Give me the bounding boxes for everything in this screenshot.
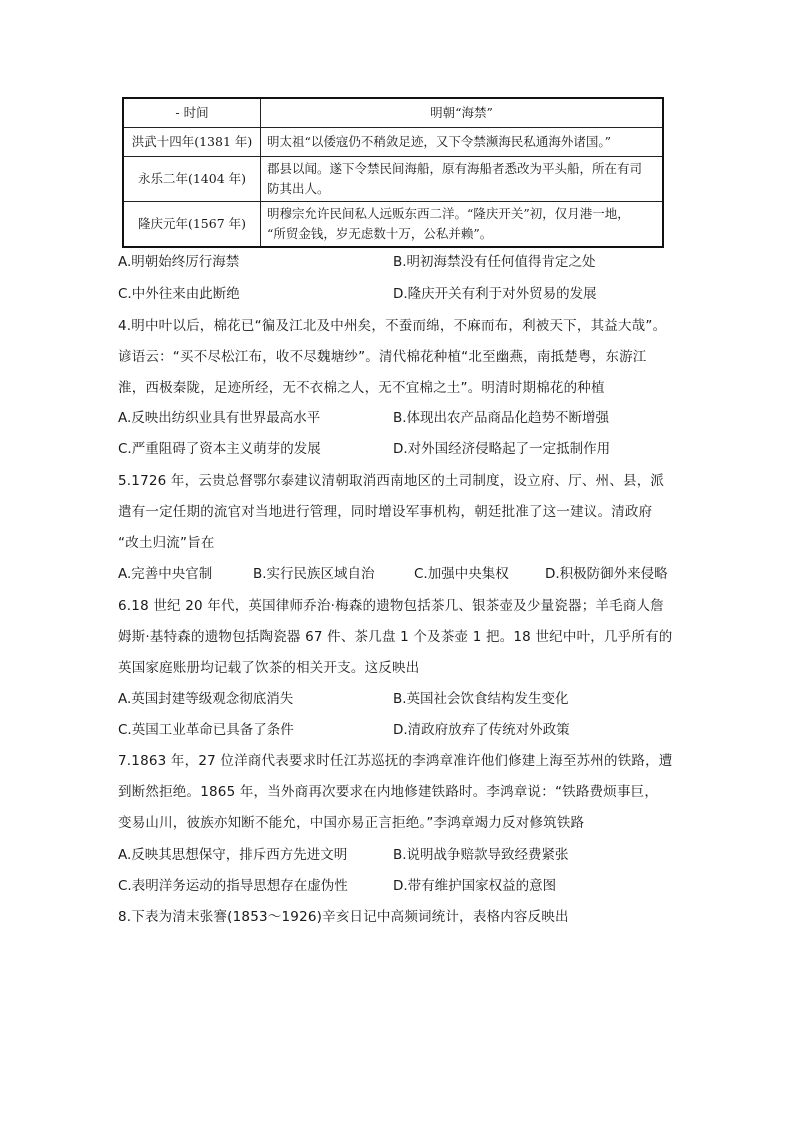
q6-option-b: B.英国社会饮食结构发生变化 xyxy=(393,691,569,707)
table-header-time: - 时间 xyxy=(123,98,261,128)
table-cell-line: 郡县以闻。遂下令禁民间海船，原有海船者悉改为平头船，所在有司 xyxy=(267,161,643,176)
q6-option-c: C.英国工业革命已具备了条件 xyxy=(118,722,294,738)
q3-option-c: C.中外往来由此断绝 xyxy=(118,286,240,302)
q5-stem-line: 遣有一定任期的流官对当地进行管理，同时增设军事机构，朝廷批准了这一建议。清政府 xyxy=(118,504,653,520)
q5-stem-line: 5.1726 年，云贵总督鄂尔泰建议清朝取消西南地区的土司制度，设立府、厅、州、县，派 xyxy=(118,473,665,489)
q4-stem-line: 谚语云：“买不尽松江布，收不尽魏塘纱”。清代棉花种植“北至幽燕，南抵楚粤，东游江 xyxy=(118,349,647,365)
table-cell-content: 明太祖“以倭寇仍不稍敛足迹，又下令禁濒海民私通海外诸国。” xyxy=(261,128,664,157)
table-cell-line: “所贸金钱，岁无虑数十万，公私并赖”。 xyxy=(267,226,493,241)
q3-option-b: B.明初海禁没有任何值得肯定之处 xyxy=(393,254,596,270)
q3-option-d: D.隆庆开关有利于对外贸易的发展 xyxy=(393,286,597,302)
q4-option-a: A.反映出纺织业具有世界最高水平 xyxy=(118,410,321,426)
table-header-content: 明朝“海禁” xyxy=(261,98,664,128)
q5-option-b: B.实行民族区域自治 xyxy=(253,566,375,582)
table-row xyxy=(123,157,663,202)
q4-stem-line: 淮，西极秦陇，足迹所经，无不衣棉之人，无不宜棉之土”。明清时期棉花的种植 xyxy=(118,380,605,396)
q6-stem-line: 英国家庭账册均记载了饮茶的相关开支。这反映出 xyxy=(118,660,420,676)
q5-stem-line: “改土归流”旨在 xyxy=(118,535,215,551)
q6-stem-line: 姆斯·基特森的遗物包括陶瓷器 67 件、茶几盘 1 个及茶壶 1 把。18 世纪中叶，几乎所有的 xyxy=(118,629,673,645)
table-cell-time: 永乐二年(1404 年) xyxy=(123,157,261,202)
q7-option-d: D.带有维护国家权益的意图 xyxy=(393,878,557,894)
q7-option-a: A.反映其思想保守，排斥西方先进文明 xyxy=(118,847,348,863)
q4-stem-line: 4.明中叶以后，棉花已“徧及江北及中州矣，不蚕而绵，不麻而布，利被天下，其益大哉”。 xyxy=(118,318,667,334)
q4-option-d: D.对外国经济侵略起了一定抵制作用 xyxy=(393,441,611,457)
table-cell-content xyxy=(261,202,664,248)
table-cell-line: 防其出人。 xyxy=(267,181,330,196)
table-cell-line: 明穆宗允许民间私人远贩东西二洋。“隆庆开关”初，仅月港一地， xyxy=(267,206,630,221)
table-row xyxy=(123,128,663,157)
q7-stem-line: 变易山川，彼族亦知断不能允，中国亦易正言拒绝。”李鸿章竭力反对修筑铁路 xyxy=(118,815,585,831)
q6-stem-line: 6.18 世纪 20 年代，英国律师乔治·梅森的遗物包括茶几、银茶壶及少量瓷器；羊毛商人詹 xyxy=(118,598,664,614)
q6-option-d: D.清政府放弃了传统对外政策 xyxy=(393,722,570,738)
haijin-table xyxy=(122,97,664,248)
q7-option-b: B.说明战争赔款导致经费紧张 xyxy=(393,847,569,863)
q8-stem-line: 8.下表为清末张謇(1853～1926)辛亥日记中高频词统计，表格内容反映出 xyxy=(118,909,569,925)
table-row xyxy=(123,202,663,248)
q6-option-a: A.英国封建等级观念彻底消失 xyxy=(118,691,294,707)
q5-option-a: A.完善中央官制 xyxy=(118,566,213,582)
q5-option-d: D.积极防御外来侵略 xyxy=(545,566,668,582)
q7-stem-line: 7.1863 年，27 位洋商代表要求时任江苏巡抚的李鸿章准许他们修建上海至苏州的铁路，遭 xyxy=(118,753,673,769)
q4-option-c: C.严重阻碍了资本主义萌芽的发展 xyxy=(118,441,321,457)
q7-option-c: C.表明洋务运动的指导思想存在虚伪性 xyxy=(118,878,348,894)
q4-option-b: B.体现出农产品商品化趋势不断增强 xyxy=(393,410,610,426)
q5-option-c: C.加强中央集权 xyxy=(414,566,509,582)
q3-option-a: A.明朝始终厉行海禁 xyxy=(118,254,240,270)
q7-stem-line: 到断然拒绝。1865 年，当外商再次要求在内地修建铁路时。李鸿章说：“铁路费烦事巨， xyxy=(118,784,659,800)
table-cell-time: 隆庆元年(1567 年) xyxy=(123,202,261,248)
table-cell-content xyxy=(261,157,664,202)
table-cell-time: 洪武十四年(1381 年) xyxy=(123,128,261,157)
